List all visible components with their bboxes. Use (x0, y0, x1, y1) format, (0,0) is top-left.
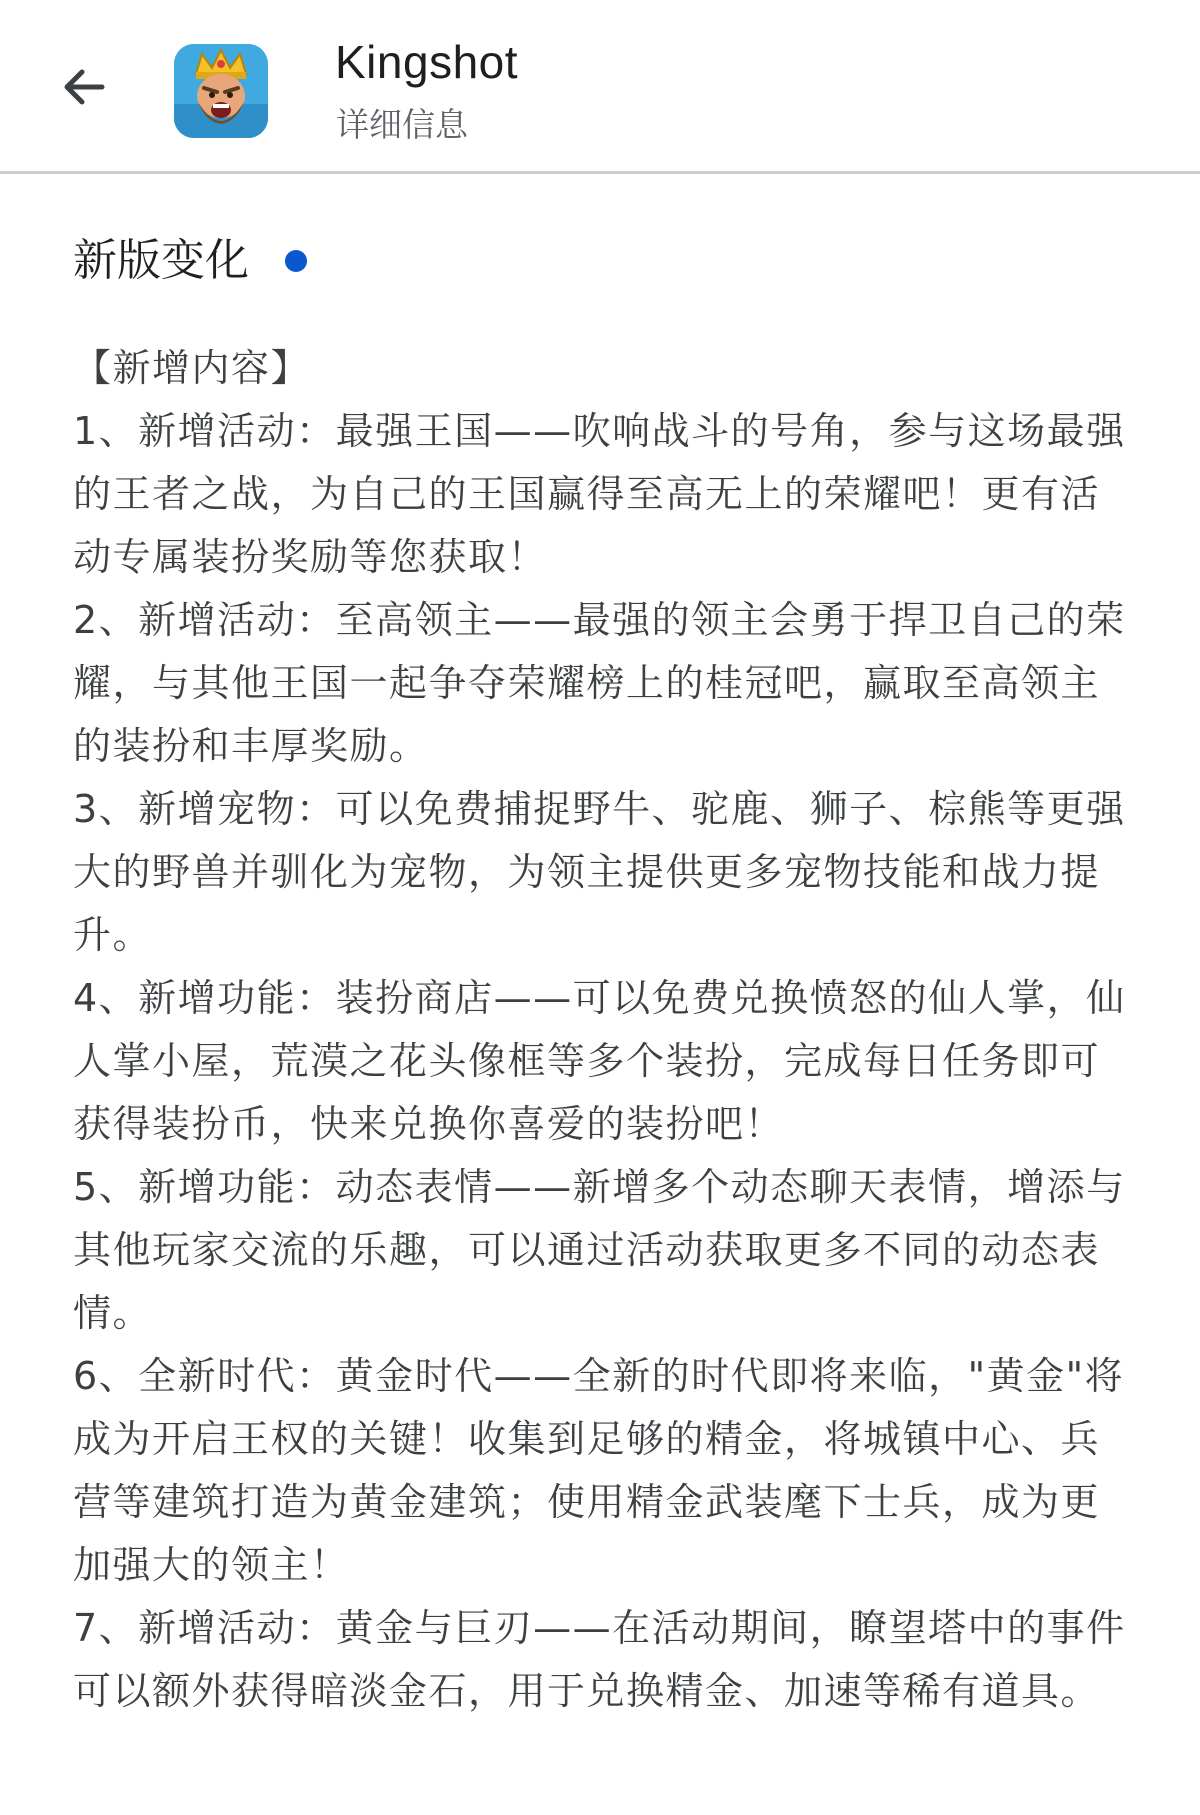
back-button[interactable] (52, 57, 116, 121)
app-title: Kingshot (335, 36, 519, 88)
release-note-item: 7、新增活动：黄金与巨刃——在活动期间，瞭望塔中的事件可以额外获得暗淡金石，用于兑换精金、加速等稀有道具。 (73, 1606, 1126, 1713)
new-indicator-dot (285, 250, 307, 272)
release-note-item: 1、新增活动：最强王国——吹响战斗的号角，参与这场最强的王者之战，为自己的王国赢得至高无上的荣耀吧！更有活动专属装扮奖励等您获取！ (73, 409, 1126, 579)
whats-new-title-text: 新版变化 (73, 235, 249, 286)
app-icon (174, 44, 268, 138)
kingshot-king-avatar-icon (174, 44, 268, 138)
release-note-item: 5、新增功能：动态表情——新增多个动态聊天表情，增添与其他玩家交流的乐趣，可以通过活动获取更多不同的动态表情。 (73, 1165, 1126, 1335)
release-note-item: 2、新增活动：至高领主——最强的领主会勇于捍卫自己的荣耀，与其他王国一起争夺荣耀榜上的桂冠吧，赢取至高领主的装扮和丰厚奖励。 (73, 598, 1126, 768)
release-notes-heading: 【新增内容】 (73, 346, 311, 390)
whats-new-title (73, 232, 307, 290)
app-header (0, 0, 1200, 174)
release-notes (73, 337, 1133, 1723)
release-note-item: 4、新增功能：装扮商店——可以免费兑换愤怒的仙人掌，仙人掌小屋，荒漠之花头像框等多个装扮，完成每日任务即可获得装扮币，快来兑换你喜爱的装扮吧！ (73, 976, 1126, 1146)
arrow-back-icon (58, 61, 110, 117)
release-note-item: 3、新增宠物：可以免费捕捉野牛、驼鹿、狮子、棕熊等更强大的野兽并驯化为宠物，为领主提供更多宠物技能和战力提升。 (73, 787, 1126, 957)
release-note-item: 6、全新时代：黄金时代——全新的时代即将来临，"黄金"将成为开启王权的关键！收集到足够的精金，将城镇中心、兵营等建筑打造为黄金建筑；使用精金武装麾下士兵，成为更加强大的领主！ (73, 1354, 1125, 1587)
page-subtitle: 详细信息 (336, 105, 468, 144)
